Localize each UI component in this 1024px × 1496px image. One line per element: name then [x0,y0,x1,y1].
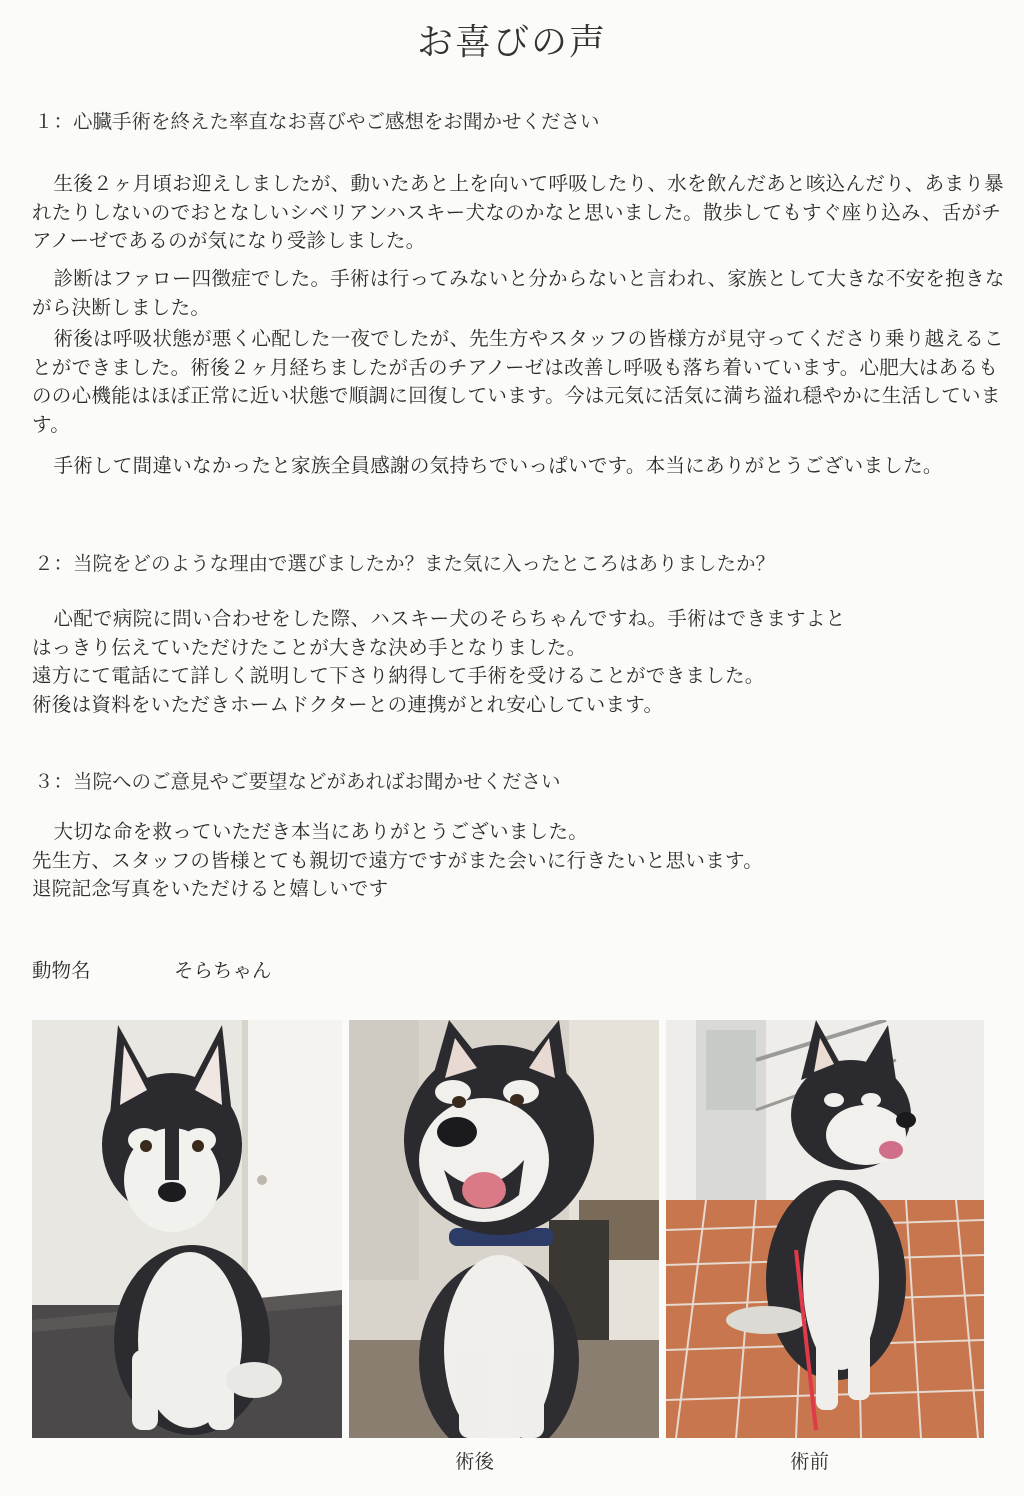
caption-before-surgery: 術前 [790,1450,830,1473]
pet-name-row [32,955,272,983]
q1-paragraph-4: 手術して間違いなかったと家族全員感謝の気持ちでいっぱいです。本当にありがとうございました。 [53,454,943,477]
q2-line: 遠方にて電話にて詳しく説明して下さり納得して手術を受けることができました。 [32,664,765,688]
q2-line: 術後は資料をいただきホームドクターとの連携がとれ安心しています。 [32,692,664,716]
pet-name-value: そらちゃん [174,959,272,982]
page-title: お喜びの声 [416,22,607,63]
photo-husky-after-surgery [349,1020,659,1438]
q2-line: 心配で病院に問い合わせをした際、ハスキー犬のそらちゃんですね。手術はできますよと [53,607,846,630]
q3-line: 先生方、スタッフの皆様とても親切で遠方ですがまた会いに行きたいと思います。 [32,848,764,872]
question-2-heading: ２：当院をどのような理由で選びましたか？また気に入ったところはありましたか？ [34,552,776,575]
q3-line: 退院記念写真をいただけると嬉しいです [32,877,389,901]
q2-answer [32,605,1012,719]
q3-line: 大切な命を救っていただき本当にありがとうございました。 [53,820,589,843]
q1-paragraph-2: 診断はファロー四徴症でした。手術は行ってみないと分からないと言われ、家族として大きな不安を抱きながら決断しました。 [32,267,1005,319]
caption-after-surgery: 術後 [455,1450,495,1473]
pet-name-label: 動物名 [32,959,91,982]
question-1-heading: １：心臓手術を終えた率直なお喜びやご感想をお聞かせください [34,110,600,133]
q2-line: はっきり伝えていただけたことが大きな決め手となりました。 [32,635,587,659]
question-3-heading: ３：当院へのご意見やご要望などがあればお聞かせください [34,770,561,793]
q3-answer [32,818,1012,904]
photo-husky-sitting-indoor [32,1020,342,1438]
photo-husky-before-surgery [666,1020,984,1438]
q1-paragraph-1: 生後２ヶ月頃お迎えしましたが、動いたあと上を向いて呼吸したり、水を飲んだあと咳込んだり、あまり暴れたりしないのでおとなしいシベリアンハスキー犬なのかなと思いました。散歩してもすぐ座り込み、舌がチアノーゼであるのが気になり受診しました。 [32,172,1004,253]
q1-paragraph-3: 術後は呼吸状態が悪く心配した一夜でしたが、先生方やスタッフの皆様方が見守ってくださり乗り越えることができました。術後２ヶ月経ちましたが舌のチアノーゼは改善し呼吸も落ち着いています。心肥大はあるものの心機能はほぼ正常に近い状態で順調に回復しています。今は元気に活気に満ち溢れ穏やかに生活しています。 [32,327,1004,436]
